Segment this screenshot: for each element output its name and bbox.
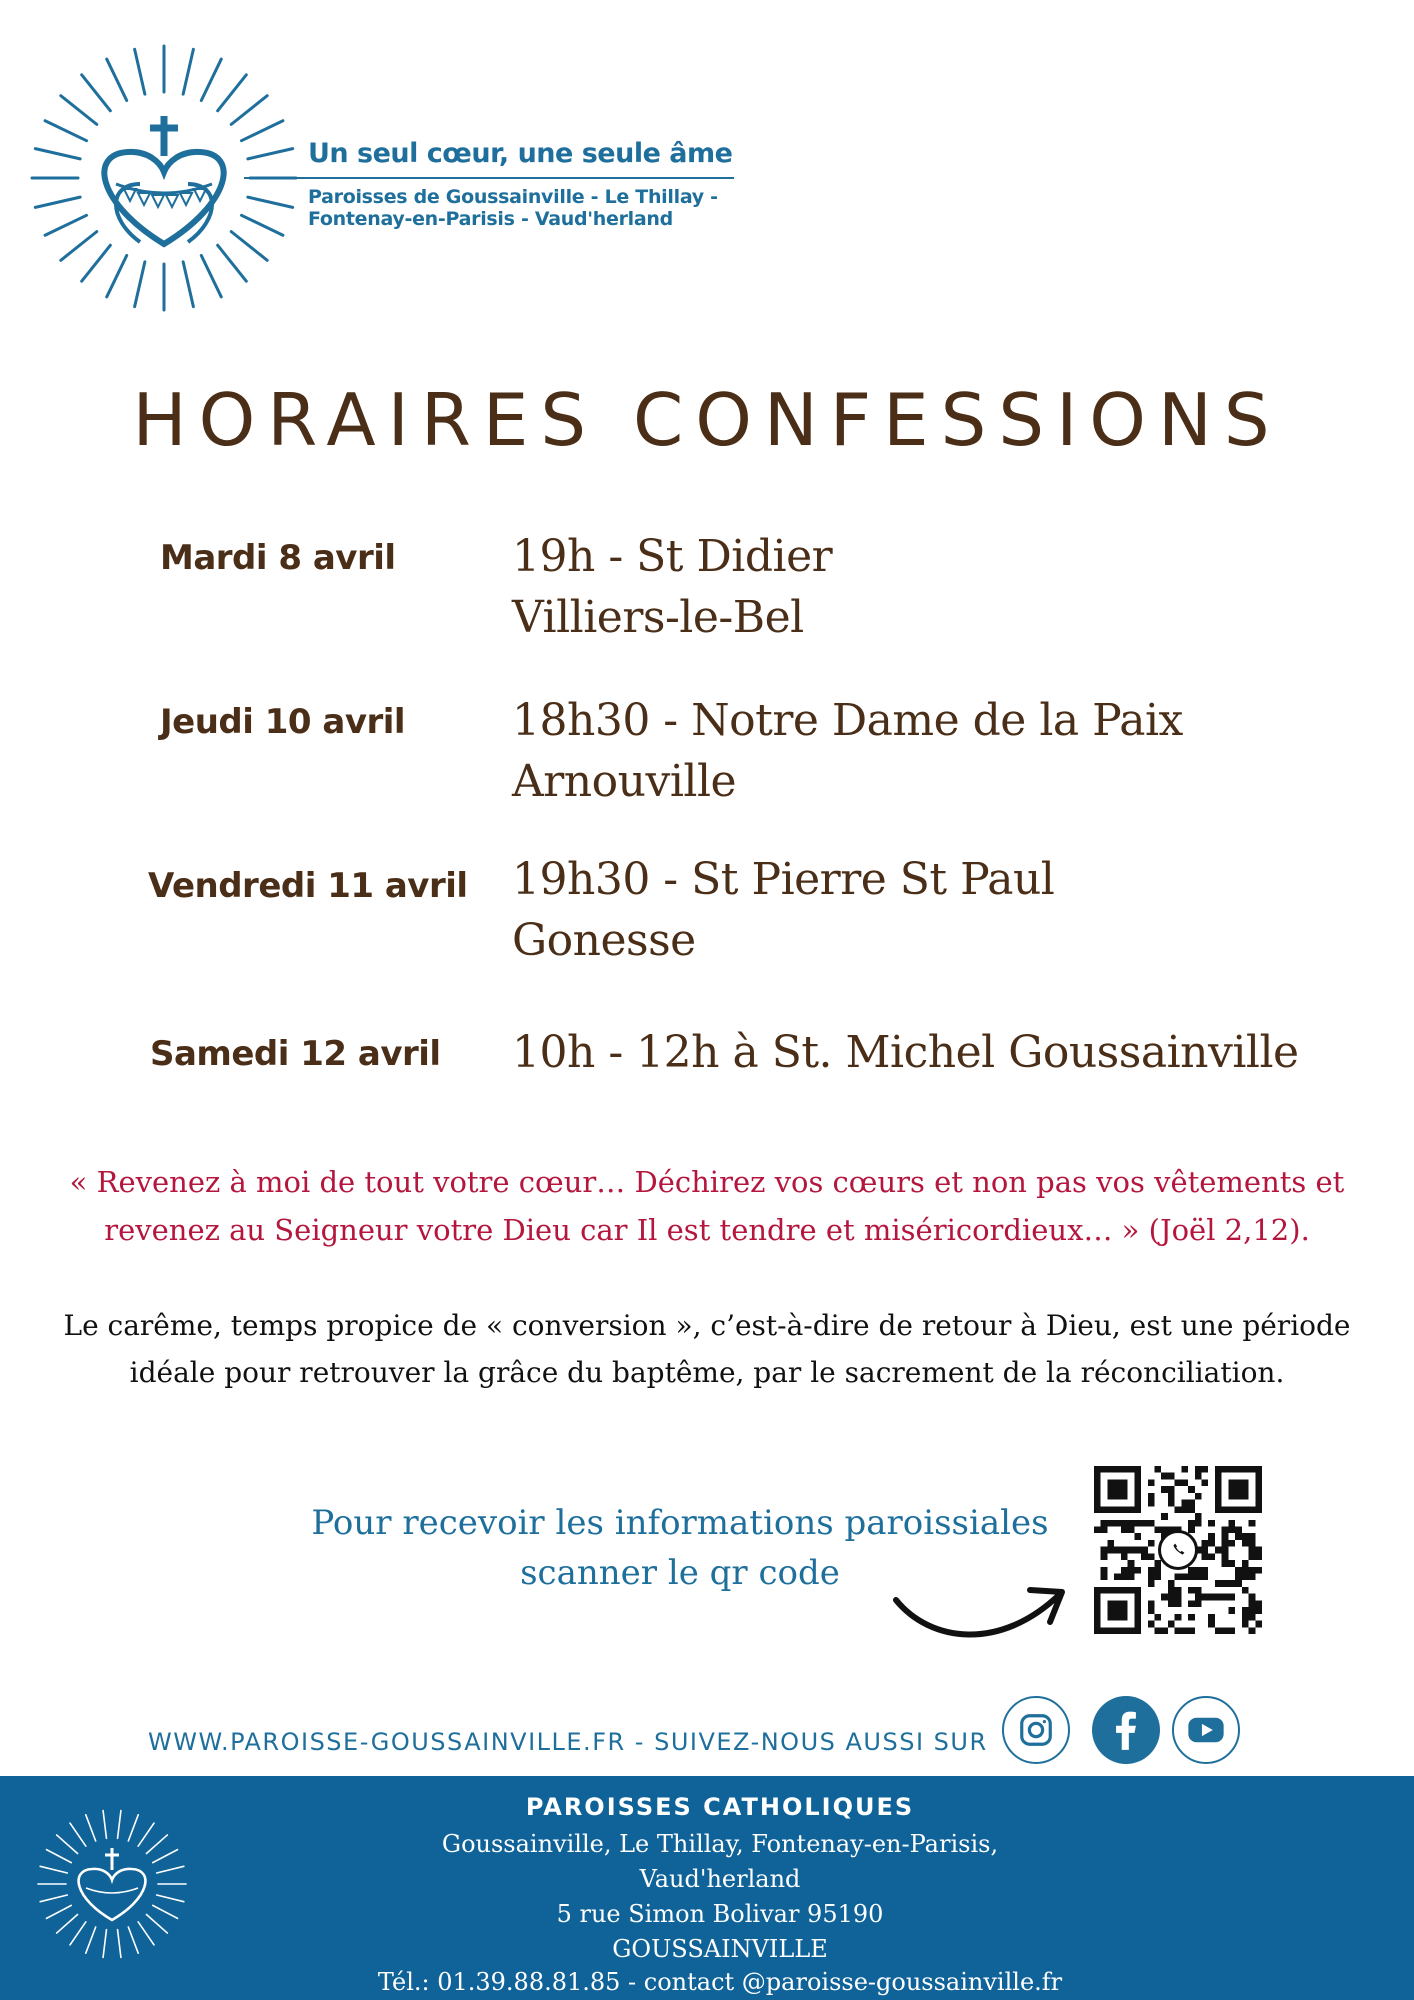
schedule-slot-4-time: 10h - 12h à St. Michel Goussainville [512,1027,1299,1078]
lent-paragraph [20,1302,1394,1396]
lent-paragraph-line1: Le carême, temps propice de « conversion », c’est-à-dire de retour à Dieu, est une période [63,1309,1351,1342]
footer-contact[interactable]: Tél.: 01.39.88.81.85 - contact @paroisse-goussainville.fr [377,1968,1063,1996]
footer-city: GOUSSAINVILLE [612,1935,828,1963]
footer-parishes-line2: Vaud'herland [639,1865,801,1893]
website-link[interactable]: WWW.PAROISSE-GOUSSAINVILLE.FR - SUIVEZ-NOUS AUSSI SUR [148,1728,988,1756]
page-title: HORAIRES CONFESSIONS [132,378,1282,462]
footer-parishes-line1: Goussainville, Le Thillay, Fontenay-en-Parisis, [441,1830,999,1858]
instagram-icon[interactable] [1002,1696,1070,1764]
schedule-day-4: Samedi 12 avril [150,1034,441,1074]
qr-invitation-line1: Pour recevoir les informations paroissiales [311,1503,1049,1543]
schedule-day-1: Mardi 8 avril [160,538,396,578]
arrow-icon [890,1572,1080,1672]
schedule-slot-2-time: 18h30 - Notre Dame de la Paix [512,695,1183,746]
footer-address: 5 rue Simon Bolivar 95190 [556,1900,884,1928]
schedule-slot-3-place: Gonesse [512,915,696,966]
youtube-icon[interactable] [1172,1696,1240,1764]
tagline-divider [244,177,734,179]
qr-invitation-line2: scanner le qr code [520,1553,840,1593]
footer-logo [36,1808,188,1960]
bible-quote [20,1158,1394,1254]
footer-heading: PAROISSES CATHOLIQUES [525,1793,915,1821]
lent-paragraph-line2: idéale pour retrouver la grâce du baptême, par le sacrement de la réconciliation. [129,1356,1285,1389]
schedule-slot-2-place: Arnouville [512,756,737,807]
parish-subtitle-line1: Paroisses de Goussainville - Le Thillay - [308,186,718,208]
schedule-day-2: Jeudi 10 avril [160,702,406,742]
schedule-day-3: Vendredi 11 avril [148,866,468,906]
whatsapp-icon [1158,1530,1198,1570]
parish-subtitle-line2: Fontenay-en-Parisis - Vaud'herland [308,208,673,230]
facebook-icon[interactable] [1092,1696,1160,1764]
schedule-slot-1-time: 19h - St Didier [512,531,833,582]
schedule-slot-1-place: Villiers-le-Bel [512,592,804,643]
schedule-slot-3-time: 19h30 - St Pierre St Paul [512,854,1055,905]
parish-tagline: Un seul cœur, une seule âme [308,138,733,169]
bible-quote-line2: revenez au Seigneur votre Dieu car Il est tendre et miséricordieux… » (Joël 2,12). [104,1213,1310,1247]
bible-quote-line1: « Revenez à moi de tout votre cœur… Déchirez vos cœurs et non pas vos vêtements et [69,1165,1345,1199]
